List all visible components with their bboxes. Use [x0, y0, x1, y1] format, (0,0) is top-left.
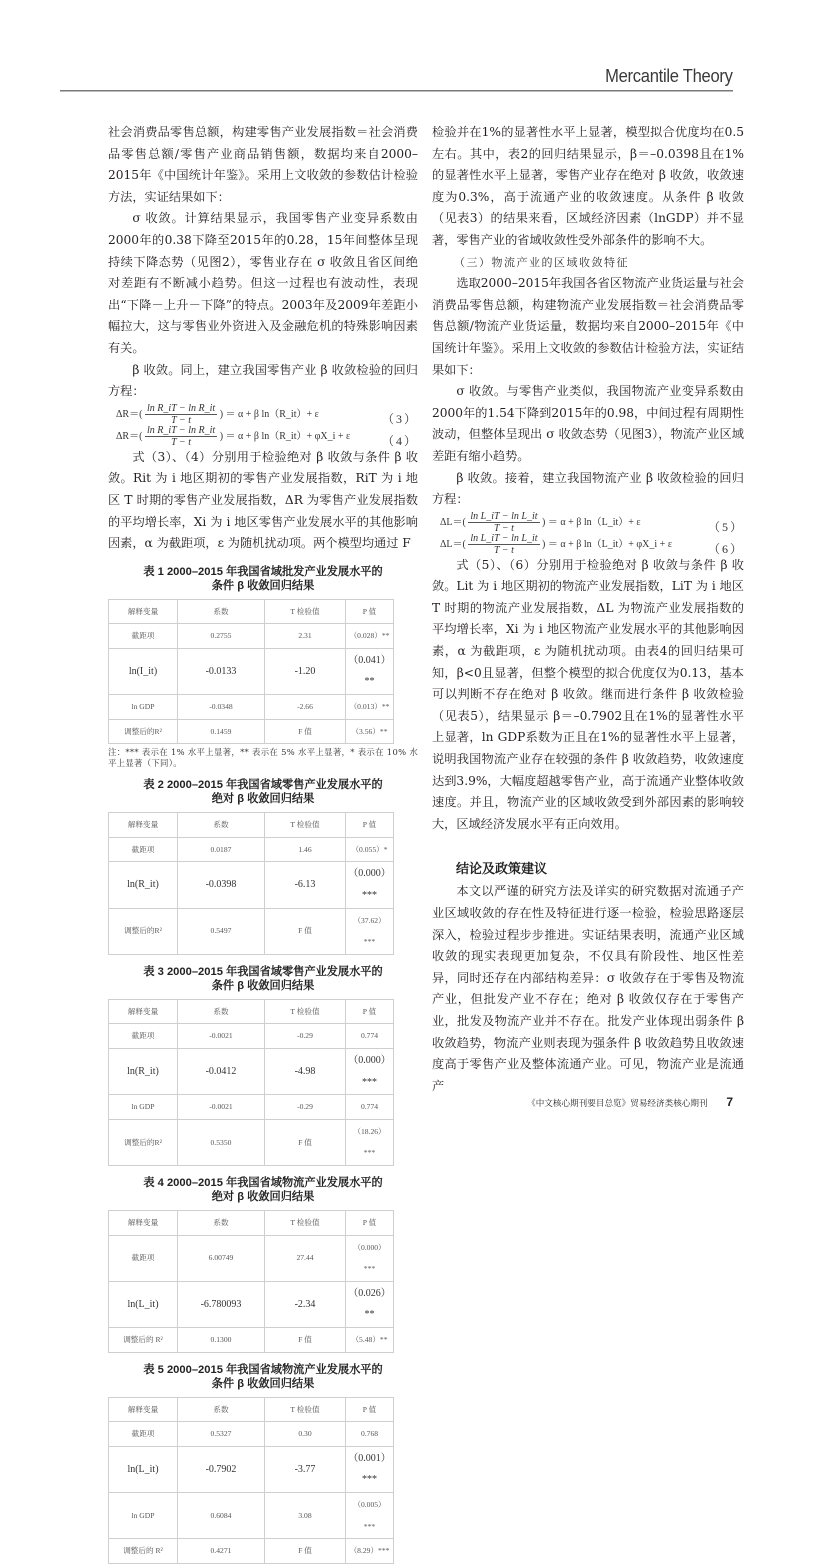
equation-6 — [432, 533, 744, 555]
equation-lhs: ΔR＝( — [116, 430, 143, 442]
table-caption-line: 表 4 2000–2015 年我国省域物流产业发展水平的 — [143, 1176, 383, 1189]
table-header-cell: 解释变量 — [109, 813, 178, 838]
table-header-row — [109, 1210, 394, 1235]
table-cell: 0.5497 — [178, 908, 265, 954]
table-header-cell: T 检验值 — [265, 813, 346, 838]
table-cell: -6.13 — [265, 862, 346, 908]
table-caption-line: 条件 β 收敛回归结果 — [211, 579, 315, 592]
paragraph: 本文以严谨的研究方法及详实的研究数据对流通子产业区域收敛的存在性及特征进行逐一检验，检验思路逐层深入，检验过程步步推进。实证结果表明，流通产业区域收敛的现实表现更加复杂，不仅具有阶段性、地区性差异，同时还存在内部结构差异：σ 收敛存在于零售及物流产业，但批发产业不存在；绝对 β 收敛仅存在于零售产业，批发及物流产业并不存在。批发产业体现出弱条件 β 收敛趋势，物流产业则表现为强条件 β 收敛趋势且收敛速度高于零售产业及整体流通产业。可见，物流产业是流通产 — [432, 884, 744, 1093]
table-header-cell: T 检验值 — [265, 1210, 346, 1235]
table-cell: 0.5350 — [178, 1119, 265, 1165]
page-number: 7 — [726, 1095, 733, 1109]
table-cell: -0.7902 — [178, 1446, 265, 1492]
table-cell: 调整后的R² — [109, 1119, 178, 1165]
table-row — [109, 837, 394, 862]
table-row — [109, 1049, 394, 1095]
fraction — [145, 403, 217, 426]
header-rule — [60, 90, 733, 92]
table-cell: -0.29 — [265, 1095, 346, 1120]
equation-number: （4） — [381, 433, 418, 448]
paragraph: β 收敛。接着，建立我国物流产业 β 收敛检验的回归方程： — [432, 470, 744, 507]
table-cell: （0.013）** — [346, 695, 394, 720]
table-block — [108, 965, 418, 1166]
right-column — [432, 122, 744, 1097]
table-row — [109, 1422, 394, 1447]
table-cell: F 值 — [265, 719, 346, 744]
table-cell: -0.0021 — [178, 1095, 265, 1120]
table-header-cell: P 值 — [346, 1397, 394, 1422]
table-cell: 截距项 — [109, 1024, 178, 1049]
table-cell: （0.000）*** — [346, 1049, 394, 1095]
table-cell: 截距项 — [109, 837, 178, 862]
paragraph: 检验并在1%的显著性水平上显著，模型拟合优度均在0.5左右。其中，表2的回归结果显示，β＝–0.0398且在1%的显著性水平上显著，零售产业存在绝对 β 收敛，收敛速度为0.3%，高于流通产业的收敛速度。从条件 β 收敛（见表3）的结果来看，区域经济因素（lnGDP）并不显著，零售产业的省域收敛性受外部条件的影响不大。 — [432, 125, 744, 247]
table-cell: 调整后的 R² — [109, 1327, 178, 1352]
table-cell: ln(L_it) — [109, 1446, 178, 1492]
table-caption-line: 表 2 2000–2015 年我国省域零售产业发展水平的 — [143, 779, 383, 792]
table-caption — [108, 1176, 418, 1204]
table-header-cell: P 值 — [346, 813, 394, 838]
table-row — [109, 862, 394, 908]
table-caption-line: 条件 β 收敛回归结果 — [211, 1377, 315, 1390]
fraction — [145, 425, 217, 448]
table-header-cell: 系数 — [178, 1397, 265, 1422]
table-block — [108, 565, 418, 769]
fraction-numerator: ln R_iT − ln R_it — [146, 402, 216, 414]
table-row — [109, 1095, 394, 1120]
regression-table — [108, 599, 394, 745]
table-cell: （0.028）** — [346, 624, 394, 649]
equation-number: （6） — [707, 541, 744, 556]
table-block — [108, 1363, 418, 1564]
table-header-cell: T 检验值 — [265, 599, 346, 624]
table-cell: 调整后的R² — [109, 719, 178, 744]
table-cell: -0.0348 — [178, 695, 265, 720]
table-caption-line: 表 3 2000–2015 年我国省域零售产业发展水平的 — [143, 965, 383, 978]
fraction — [468, 533, 539, 556]
table-cell: F 值 — [265, 1327, 346, 1352]
section-heading: 结论及政策建议 — [456, 862, 548, 878]
table-header-row — [109, 813, 394, 838]
table-cell: （0.055）* — [346, 837, 394, 862]
table-cell: -6.780093 — [178, 1281, 265, 1327]
footer-journal: 《中文核心期刊要目总览》贸易经济类核心期刊 — [527, 1099, 708, 1109]
table-row — [109, 1024, 394, 1049]
table-caption — [108, 778, 418, 806]
table-cell: 0.6084 — [178, 1492, 265, 1538]
table-header-cell: 系数 — [178, 1210, 265, 1235]
table-cell: （0.001）*** — [346, 1446, 394, 1492]
regression-tables — [108, 565, 418, 1564]
table-caption-line: 表 1 2000–2015 年我国省域批发产业发展水平的 — [143, 565, 383, 578]
paragraph: 式（5）、（6）分别用于检验绝对 β 收敛与条件 β 收敛。Lit 为 i 地区期初的物流产业发展指数，LiT 为 i 地区 T 时期的物流产业发展指数，ΔL 为物流产业发展指数的平均增长率，Xi 为 i 地区物流产业发展水平的其他影响因素，α 为截距项，ε 为随机扰动项。由表4的回归结果可知，β<0且显著，但整个模型的拟合优度仅为0.13，基本可以判断不存在绝对 β 收敛。继而进行条件 β 收敛检验（见表5），结果显示 β＝–0.7902且在1%的显著性水平上显著，ln GDP系数为正且在1%的显著性水平上显著，说明我国物流产业存在较强的条件 β 收敛趋势，收敛速度达到3.9%，大幅度超越零售产业，高于流通产业整体收敛速度。并且，物流产业的区域收敛受到外部因素的影响较大，区域经济发展水平有正向效用。 — [432, 557, 744, 831]
table-cell: （0.000）*** — [346, 862, 394, 908]
table-cell: -3.77 — [265, 1446, 346, 1492]
subsection-heading: （三）物流产业的区域收敛特征 — [454, 255, 629, 269]
table-cell: 27.44 — [265, 1235, 346, 1281]
table-cell: （0.026）** — [346, 1281, 394, 1327]
table-cell: ln(R_it) — [109, 862, 178, 908]
fraction — [468, 511, 539, 534]
fraction-denominator: T − t — [171, 414, 192, 426]
equation-rhs: ) ＝ α + β ln（L_it）+ φX_i + ε — [542, 538, 673, 550]
equation-rhs: ) ＝ α + β ln（R_it）+ ε — [219, 408, 319, 420]
equation-rhs: ) ＝ α + β ln（R_it）+ φX_i + ε — [219, 430, 351, 442]
table-cell: （5.48）** — [346, 1327, 394, 1352]
regression-table — [108, 1397, 394, 1564]
table-header-cell: T 检验值 — [265, 999, 346, 1024]
table-row — [109, 719, 394, 744]
table-cell: 0.1300 — [178, 1327, 265, 1352]
fraction-denominator: T − t — [171, 436, 192, 448]
fraction-numerator: ln L_iT − ln L_it — [470, 532, 538, 544]
table-cell: （3.56）** — [346, 719, 394, 744]
table-cell: （0.041）** — [346, 648, 394, 694]
paragraph: σ 收敛。与零售产业类似，我国物流产业变异系数由2000年的1.54下降到2015年的0.98，中间过程有周期性波动，但整体呈现出 σ 收敛态势（见图3），物流产业区域差距有缩小趋势。 — [432, 384, 744, 463]
table-note: 注：*** 表示在 1% 水平上显著，** 表示在 5% 水平上显著，* 表示在 10% 水平上显著（下同）。 — [108, 747, 418, 768]
regression-table — [108, 1210, 394, 1353]
equation-lhs: ΔL＝( — [440, 516, 466, 528]
table-cell: -0.0412 — [178, 1049, 265, 1095]
paragraph: 式（3）、（4）分别用于检验绝对 β 收敛与条件 β 收敛。Rit 为 i 地区期初的零售产业发展指数，RiT 为 i 地区 T 时期的零售产业发展指数，ΔR 为零售产业发展指数的平均增长率，Xi 为 i 地区零售产业发展水平的其他影响因素，α 为截距项，ε 为随机扰动项。两个模型均通过 F — [108, 449, 418, 551]
table-header-cell: P 值 — [346, 1210, 394, 1235]
table-cell: -1.20 — [265, 648, 346, 694]
equation-rhs: ) ＝ α + β ln（L_it）+ ε — [542, 516, 641, 528]
regression-table — [108, 812, 394, 955]
table-cell: （8.29）*** — [346, 1539, 394, 1564]
table-cell: 0.774 — [346, 1024, 394, 1049]
table-cell: 0.30 — [265, 1422, 346, 1447]
table-caption — [108, 1363, 418, 1391]
table-cell: F 值 — [265, 1539, 346, 1564]
table-row — [109, 1327, 394, 1352]
table-cell: -0.0398 — [178, 862, 265, 908]
equation-number: （5） — [707, 519, 744, 534]
table-caption — [108, 565, 418, 593]
table-cell: ln(I_it) — [109, 648, 178, 694]
paragraph: β 收敛。同上，建立我国零售产业 β 收敛检验的回归方程： — [108, 362, 418, 399]
table-row — [109, 695, 394, 720]
table-block — [108, 1176, 418, 1353]
table-caption-line: 绝对 β 收敛回归结果 — [211, 1190, 315, 1203]
equation-lhs: ΔR＝( — [116, 408, 143, 420]
table-row — [109, 648, 394, 694]
equation-4 — [108, 425, 418, 447]
table-cell: 6.00749 — [178, 1235, 265, 1281]
table-header-cell: 解释变量 — [109, 999, 178, 1024]
table-header-row — [109, 599, 394, 624]
table-cell: 截距项 — [109, 1235, 178, 1281]
fraction-numerator: ln L_iT − ln L_it — [470, 510, 538, 522]
table-cell: 调整后的 R² — [109, 1539, 178, 1564]
table-header-cell: T 检验值 — [265, 1397, 346, 1422]
table-caption-line: 表 5 2000–2015 年我国省域物流产业发展水平的 — [143, 1363, 383, 1376]
table-cell: -0.0021 — [178, 1024, 265, 1049]
table-header-row — [109, 999, 394, 1024]
paragraph: 选取2000–2015年我国各省区物流产业货运量与社会消费品零售总额，构建物流产业发展指数＝社会消费品零售总额/物流产业货运量，数据均来自2000–2015年《中国统计年鉴》。采用上文收敛的参数估计检验方法，实证结果如下： — [432, 276, 744, 377]
equation-3 — [108, 403, 418, 425]
table-cell: -2.34 — [265, 1281, 346, 1327]
table-row — [109, 908, 394, 954]
table-header-cell: 解释变量 — [109, 1210, 178, 1235]
table-cell: 2.31 — [265, 624, 346, 649]
regression-table — [108, 999, 394, 1166]
equation-lhs: ΔL＝( — [440, 538, 466, 550]
table-header-cell: 解释变量 — [109, 1397, 178, 1422]
table-row — [109, 1119, 394, 1165]
table-block — [108, 778, 418, 955]
fraction-denominator: T − t — [493, 544, 514, 556]
page-footer — [527, 1095, 733, 1109]
table-caption-line: 绝对 β 收敛回归结果 — [211, 793, 315, 806]
table-row — [109, 1539, 394, 1564]
table-cell: 调整后的R² — [109, 908, 178, 954]
table-cell: ln GDP — [109, 1095, 178, 1120]
table-cell: 3.08 — [265, 1492, 346, 1538]
fraction-numerator: ln R_iT − ln R_it — [146, 424, 216, 436]
table-caption — [108, 965, 418, 993]
table-cell: （0.000）*** — [346, 1235, 394, 1281]
table-cell: -4.98 — [265, 1049, 346, 1095]
table-cell: ln GDP — [109, 1492, 178, 1538]
table-header-cell: 系数 — [178, 999, 265, 1024]
paragraph: 社会消费品零售总额，构建零售产业发展指数＝社会消费品零售总额/零售产业商品销售额，数据均来自2000–2015年《中国统计年鉴》。采用上文收敛的参数估计检验方法，实证结果如下： — [108, 125, 418, 204]
table-row — [109, 624, 394, 649]
table-header-cell: 解释变量 — [109, 599, 178, 624]
running-header-title: Mercantile Theory — [605, 66, 733, 86]
table-cell: -2.66 — [265, 695, 346, 720]
left-column — [108, 122, 418, 1564]
table-cell: 0.1459 — [178, 719, 265, 744]
table-header-row — [109, 1397, 394, 1422]
fraction-denominator: T − t — [493, 522, 514, 534]
table-cell: F 值 — [265, 1119, 346, 1165]
table-cell: （0.005）*** — [346, 1492, 394, 1538]
table-cell: 截距项 — [109, 1422, 178, 1447]
table-cell: 0.768 — [346, 1422, 394, 1447]
table-cell: ln(R_it) — [109, 1049, 178, 1095]
table-cell: F 值 — [265, 908, 346, 954]
table-cell: 截距项 — [109, 624, 178, 649]
table-header-cell: P 值 — [346, 599, 394, 624]
table-row — [109, 1281, 394, 1327]
table-cell: ln(L_it) — [109, 1281, 178, 1327]
table-cell: （18.26）*** — [346, 1119, 394, 1165]
equation-5 — [432, 511, 744, 533]
table-header-cell: 系数 — [178, 813, 265, 838]
table-row — [109, 1446, 394, 1492]
table-cell: 0.4271 — [178, 1539, 265, 1564]
equation-number: （3） — [381, 411, 418, 426]
table-header-cell: 系数 — [178, 599, 265, 624]
table-cell: 0.2755 — [178, 624, 265, 649]
table-cell: -0.0133 — [178, 648, 265, 694]
table-cell: ln GDP — [109, 695, 178, 720]
table-cell: （37.62）*** — [346, 908, 394, 954]
table-cell: -0.29 — [265, 1024, 346, 1049]
table-header-cell: P 值 — [346, 999, 394, 1024]
table-caption-line: 条件 β 收敛回归结果 — [211, 979, 315, 992]
table-cell: 1.46 — [265, 837, 346, 862]
table-row — [109, 1492, 394, 1538]
paragraph: σ 收敛。计算结果显示，我国零售产业变异系数由2000年的0.38下降至2015年的0.28，15年间整体呈现持续下降态势（见图2），零售业存在 σ 收敛且省区间绝对差距有不断减小趋势。但这一过程也有波动性，表现出“下降－上升－下降”的特点。2003年及2009年差距小幅拉大，这与零售业外资进入及金融危机的特殊影响因素有关。 — [108, 211, 418, 355]
table-cell: 0.0187 — [178, 837, 265, 862]
table-row — [109, 1235, 394, 1281]
table-cell: 0.5327 — [178, 1422, 265, 1447]
table-cell: 0.774 — [346, 1095, 394, 1120]
